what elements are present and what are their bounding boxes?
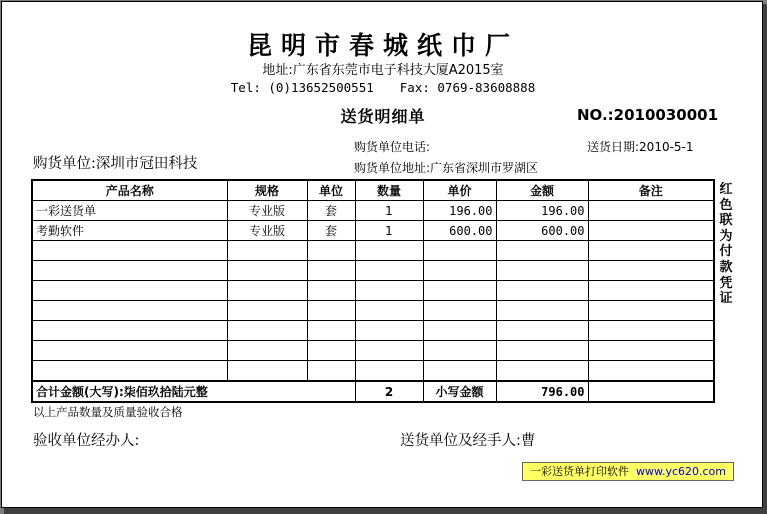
page-shadow-bottom — [4, 508, 767, 514]
cell-qty: 1 — [355, 221, 423, 241]
cell-price — [423, 301, 496, 321]
cell-remark — [588, 301, 714, 321]
table-row — [32, 201, 714, 221]
cell-product — [32, 301, 227, 321]
cell-product — [32, 321, 227, 341]
col-header-amount: 金额 — [496, 180, 588, 201]
cell-qty — [355, 261, 423, 281]
cell-price — [423, 241, 496, 261]
total-upper: 合计金额(大写):柒佰玖拾陆元整 — [32, 381, 355, 402]
cell-qty — [355, 341, 423, 361]
cell-unit — [307, 361, 355, 382]
delivery-date: 送货日期:2010-5-1 — [587, 140, 694, 154]
buyer-address: 购货单位地址:广东省深圳市罗湖区 — [354, 161, 539, 175]
cell-remark — [588, 261, 714, 281]
cell-remark — [588, 361, 714, 382]
total-lower-value: 796.00 — [496, 381, 588, 402]
cell-spec — [227, 361, 307, 382]
table-row — [32, 261, 714, 281]
cell-amount — [496, 341, 588, 361]
cell-unit — [307, 261, 355, 281]
page-shadow-right — [763, 4, 767, 512]
cell-product — [32, 341, 227, 361]
cell-amount — [496, 301, 588, 321]
badge-url[interactable]: www.yc620.com — [635, 465, 727, 478]
cell-spec — [227, 301, 307, 321]
cell-unit: 套 — [307, 201, 355, 221]
cell-remark — [588, 201, 714, 221]
receiver-signature: 验收单位经办人: — [33, 433, 140, 449]
cell-remark — [588, 281, 714, 301]
cell-remark — [588, 321, 714, 341]
quality-note: 以上产品数量及质量验收合格 — [33, 405, 183, 419]
total-row — [32, 381, 714, 402]
cell-spec: 专业版 — [227, 201, 307, 221]
cell-price — [423, 341, 496, 361]
cell-product — [32, 261, 227, 281]
col-header-spec: 规格 — [227, 180, 307, 201]
cell-qty — [355, 241, 423, 261]
cell-price — [423, 281, 496, 301]
cell-unit — [307, 241, 355, 261]
cell-spec — [227, 241, 307, 261]
cell-spec — [227, 341, 307, 361]
col-header-unit: 单位 — [307, 180, 355, 201]
col-header-qty: 数量 — [355, 180, 423, 201]
cell-amount — [496, 281, 588, 301]
cell-price: 196.00 — [423, 201, 496, 221]
cell-product: 一彩送货单 — [32, 201, 227, 221]
company-tel: Tel: (0)13652500551 — [230, 80, 374, 95]
company-name: 昆明市春城纸巾厂 — [246, 31, 519, 60]
cell-product — [32, 241, 227, 261]
cell-spec: 专业版 — [227, 221, 307, 241]
cell-price — [423, 261, 496, 281]
buyer-name: 购货单位:深圳市冠田科技 — [33, 156, 198, 172]
cell-qty — [355, 321, 423, 341]
cell-unit: 套 — [307, 221, 355, 241]
table-row — [32, 361, 714, 382]
cell-product: 考勤软件 — [32, 221, 227, 241]
table-row — [32, 341, 714, 361]
cell-qty — [355, 301, 423, 321]
total-lower-label: 小写金额 — [423, 381, 496, 402]
sender-signature: 送货单位及经手人:曹 — [400, 433, 536, 449]
product-table — [31, 179, 715, 403]
table-row — [32, 321, 714, 341]
col-header-product: 产品名称 — [32, 180, 227, 201]
table-row — [32, 281, 714, 301]
company-address: 地址:广东省东莞市电子科技大厦A2015室 — [262, 63, 504, 78]
cell-amount: 196.00 — [496, 201, 588, 221]
cell-unit — [307, 321, 355, 341]
col-header-price: 单价 — [423, 180, 496, 201]
cell-spec — [227, 321, 307, 341]
cell-remark — [588, 341, 714, 361]
cell-qty — [355, 361, 423, 382]
cell-remark — [588, 241, 714, 261]
cell-amount — [496, 241, 588, 261]
cell-qty — [355, 281, 423, 301]
invoice-paper — [1, 1, 763, 508]
badge-text: 一彩送货单打印软件 — [529, 465, 629, 478]
cell-unit — [307, 341, 355, 361]
cell-qty: 1 — [355, 201, 423, 221]
software-badge[interactable] — [522, 462, 734, 481]
cell-amount — [496, 261, 588, 281]
table-row — [32, 221, 714, 241]
cell-price — [423, 321, 496, 341]
cell-price: 600.00 — [423, 221, 496, 241]
cell-amount — [496, 361, 588, 382]
cell-amount — [496, 321, 588, 341]
cell-unit — [307, 281, 355, 301]
cell-spec — [227, 261, 307, 281]
table-header-row — [32, 180, 714, 201]
total-remark — [588, 381, 714, 402]
cell-product — [32, 361, 227, 382]
table-row — [32, 241, 714, 261]
cell-price — [423, 361, 496, 382]
cell-remark — [588, 221, 714, 241]
col-header-remark: 备注 — [588, 180, 714, 201]
order-number: NO.:2010030001 — [577, 106, 719, 124]
document-title: 送货明细单 — [340, 107, 426, 126]
company-contact — [2, 80, 764, 95]
company-fax: Fax: 0769-83608888 — [399, 80, 536, 95]
cell-spec — [227, 281, 307, 301]
total-qty: 2 — [355, 381, 423, 402]
cell-product — [32, 281, 227, 301]
table-row — [32, 301, 714, 321]
buyer-phone: 购货单位电话: — [354, 140, 431, 154]
cell-unit — [307, 301, 355, 321]
red-copy-note: 红色联为付款凭证 — [719, 182, 733, 307]
cell-amount: 600.00 — [496, 221, 588, 241]
